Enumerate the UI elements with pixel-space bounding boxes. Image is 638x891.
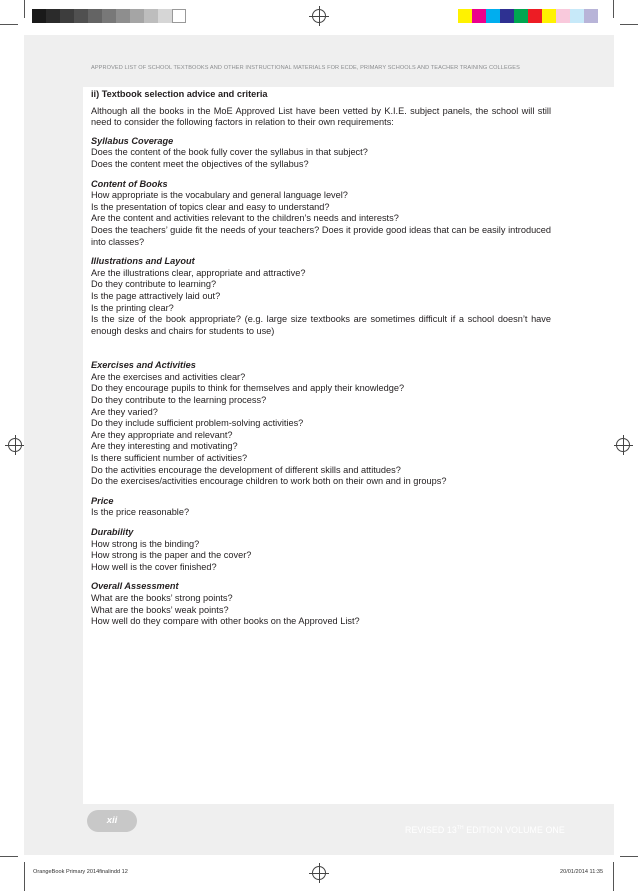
calibration-swatch (158, 9, 172, 23)
criteria-question: Is the size of the book appropriate? (e.g. large size textbooks are sometimes difficult if a school doesn’t have enough desks and chairs for students to use) (91, 314, 551, 336)
criteria-question: Is the page attractively laid out? (91, 290, 221, 301)
criteria-heading: Exercises and Activities (91, 360, 196, 371)
calibration-swatch (556, 9, 570, 23)
criteria-question: Do the activities encourage the development of different skills and attitudes? (91, 464, 401, 475)
criteria-question: Are the illustrations clear, appropriate and attractive? (91, 267, 306, 278)
calibration-swatch (472, 9, 486, 23)
left-margin-band (24, 35, 83, 855)
criteria-question: How well do they compare with other books on the Approved List? (91, 616, 360, 627)
calibration-swatch (570, 9, 584, 23)
calibration-swatch (486, 9, 500, 23)
calibration-swatch (32, 9, 46, 23)
criteria-question: Are the content and activities relevant to the children’s needs and interests? (91, 213, 399, 224)
criteria-question: What are the books’ strong points? (91, 592, 233, 603)
criteria-question: Is there sufficient number of activities? (91, 453, 248, 464)
criteria-list (91, 136, 551, 628)
criteria-question: Are they appropriate and relevant? (91, 429, 233, 440)
crop-mark (0, 856, 18, 857)
registration-mark-icon (312, 866, 326, 880)
calibration-swatch (172, 9, 186, 23)
registration-mark-icon (8, 438, 22, 452)
criteria-question: Does the content meet the objectives of the syllabus? (91, 158, 309, 169)
section-title: ii) Textbook selection advice and criteria (91, 89, 268, 99)
edition-prefix: REVISED 13 (405, 825, 457, 835)
criteria-question: Do they contribute to learning? (91, 279, 217, 290)
calibration-swatch (514, 9, 528, 23)
calibration-swatch (130, 9, 144, 23)
crop-mark (24, 0, 25, 18)
calibration-swatch (542, 9, 556, 23)
edition-label (405, 825, 565, 835)
criteria-question: Do they encourage pupils to think for themselves and apply their knowledge? (91, 383, 405, 394)
criteria-question: Is the printing clear? (91, 302, 174, 313)
criteria-question: Do they contribute to the learning process? (91, 395, 267, 406)
calibration-swatch (60, 9, 74, 23)
calibration-swatch (116, 9, 130, 23)
criteria-heading: Content of Books (91, 178, 168, 189)
criteria-group (91, 136, 551, 171)
document-body (91, 89, 551, 636)
criteria-question: Do they include sufficient problem-solving activities? (91, 418, 304, 429)
crop-mark (24, 862, 25, 891)
header-band (24, 35, 614, 87)
crop-mark (613, 862, 614, 891)
crop-mark (613, 0, 614, 18)
criteria-group (91, 527, 551, 573)
criteria-heading: Illustrations and Layout (91, 256, 195, 267)
calibration-swatch (102, 9, 116, 23)
criteria-question: What are the books’ weak points? (91, 604, 229, 615)
criteria-heading: Overall Assessment (91, 581, 179, 592)
crop-mark (620, 856, 638, 857)
criteria-question: Does the content of the book fully cover the syllabus in that subject? (91, 147, 368, 158)
section-intro: Although all the books in the MoE Approved List have been vetted by K.I.E. subject panels, the school will still need to consider the following factors in relation to their own requirements: (91, 105, 551, 128)
criteria-heading: Syllabus Coverage (91, 135, 174, 146)
page-number: xii (87, 810, 137, 832)
criteria-group (91, 360, 551, 488)
criteria-heading: Durability (91, 527, 134, 537)
crop-mark (0, 24, 18, 25)
registration-mark-icon (616, 438, 630, 452)
calibration-swatch (74, 9, 88, 23)
slug-file-info: OrangeBook Primary 2014finalindd 12 (33, 869, 128, 875)
calibration-swatch (46, 9, 60, 23)
calibration-swatch (500, 9, 514, 23)
criteria-question: How strong is the paper and the cover? (91, 550, 252, 561)
criteria-question: Are the exercises and activities clear? (91, 371, 246, 382)
calibration-swatch (528, 9, 542, 23)
criteria-question: Is the price reasonable? (91, 507, 190, 518)
slug-timestamp: 20/01/2014 11:35 (560, 869, 604, 875)
criteria-question: How appropriate is the vocabulary and general language level? (91, 190, 348, 201)
edition-rest: EDITION VOLUME ONE (463, 825, 565, 835)
criteria-group (91, 179, 551, 249)
calibration-swatch (458, 9, 472, 23)
running-head: APPROVED LIST OF SCHOOL TEXTBOOKS AND OTHER INSTRUCTIONAL MATERIALS FOR ECDE, PRIMARY SCHOOLS AND TEACHER TRAINING COLLEGES (91, 65, 520, 71)
calibration-swatch (144, 9, 158, 23)
crop-mark (620, 24, 638, 25)
criteria-question: Do the exercises/activities encourage children to work both on their own and in groups? (91, 476, 447, 487)
criteria-question: Are they varied? (91, 406, 158, 417)
criteria-group (91, 256, 551, 337)
criteria-heading: Price (91, 495, 114, 506)
registration-mark-icon (312, 9, 326, 23)
criteria-question: Does the teachers’ guide fit the needs of your teachers? Does it provide good ideas that can be easily introduced into classes? (91, 224, 551, 247)
calibration-swatch (88, 9, 102, 23)
criteria-question: How well is the cover finished? (91, 561, 217, 572)
criteria-group (91, 581, 551, 627)
criteria-question: How strong is the binding? (91, 538, 200, 549)
criteria-question: Are they interesting and motivating? (91, 441, 238, 452)
criteria-group (91, 496, 551, 519)
edition-ordinal-suffix: TH (456, 825, 464, 831)
criteria-question: Is the presentation of topics clear and easy to understand? (91, 201, 330, 212)
calibration-swatch (584, 9, 598, 23)
